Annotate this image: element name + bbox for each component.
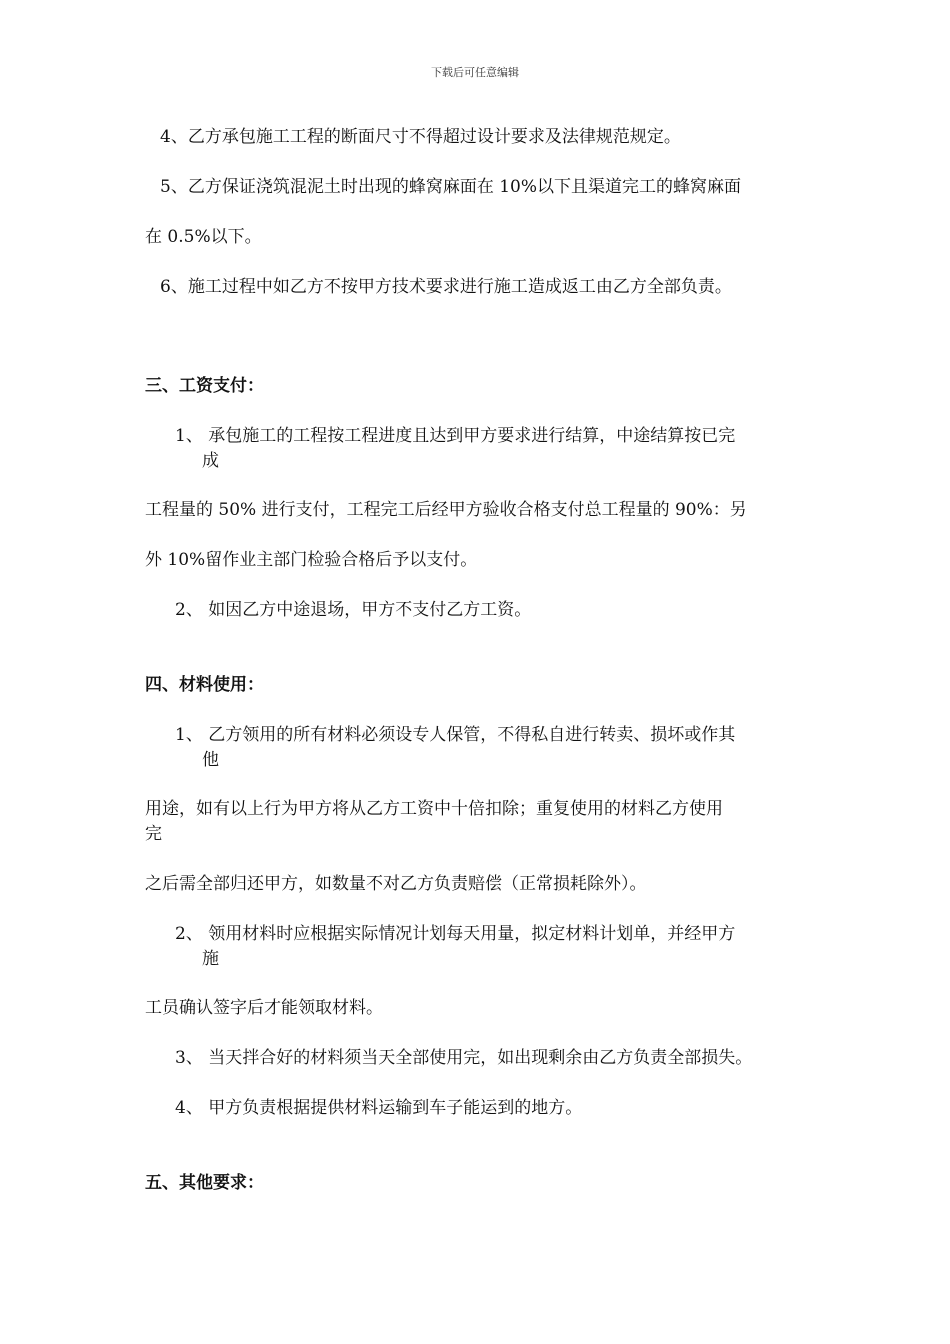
clause-line: 4、乙方承包施工工程的断面尺寸不得超过设计要求及法律规范规定。 (160, 127, 681, 147)
clause-line: 工员确认签字后才能领取材料。 (145, 998, 383, 1018)
clause-line: 6、施工过程中如乙方不按甲方技术要求进行施工造成返工由乙方全部负责。 (160, 277, 732, 297)
clause-line: 2、 如因乙方中途退场，甲方不支付乙方工资。 (175, 600, 532, 620)
clause-line: 外 10%留作业主部门检验合格后予以支付。 (145, 550, 478, 570)
section-heading: 三、工资支付： (145, 376, 264, 396)
clause-line: 5、乙方保证浇筑混泥土时出现的蜂窝麻面在 10%以下且渠道完工的蜂窝麻面 (160, 177, 742, 197)
clause-line: 工程量的 50% 进行支付，工程完工后经甲方验收合格支付总工程量的 90%：另 (145, 500, 747, 520)
clause-line: 1、 承包施工的工程按工程进度且达到甲方要求进行结算，中途结算按已完 (175, 426, 736, 446)
clause-line: 4、 甲方负责根据提供材料运输到车子能运到的地方。 (175, 1098, 583, 1118)
clause-line: 之后需全部归还甲方，如数量不对乙方负责赔偿（正常损耗除外）。 (145, 874, 647, 894)
clause-line: 1、 乙方领用的所有材料必须设专人保管，不得私自进行转卖、损坏或作其 (175, 725, 736, 745)
clause-line: 成 (202, 451, 219, 471)
clause-line: 3、 当天拌合好的材料须当天全部使用完，如出现剩余由乙方负责全部损失。 (175, 1048, 753, 1068)
page-header: 下载后可任意编辑 (431, 66, 519, 79)
clause-line: 用途，如有以上行为甲方将从乙方工资中十倍扣除；重复使用的材料乙方使用 (145, 799, 723, 819)
section-heading: 五、其他要求： (145, 1173, 264, 1193)
clause-line: 2、 领用材料时应根据实际情况计划每天用量，拟定材料计划单，并经甲方 (175, 924, 736, 944)
clause-line: 在 0.5%以下。 (145, 227, 262, 247)
clause-line: 他 (202, 750, 219, 770)
clause-line: 完 (145, 824, 162, 844)
clause-line: 施 (202, 949, 219, 969)
section-heading: 四、材料使用： (145, 675, 264, 695)
